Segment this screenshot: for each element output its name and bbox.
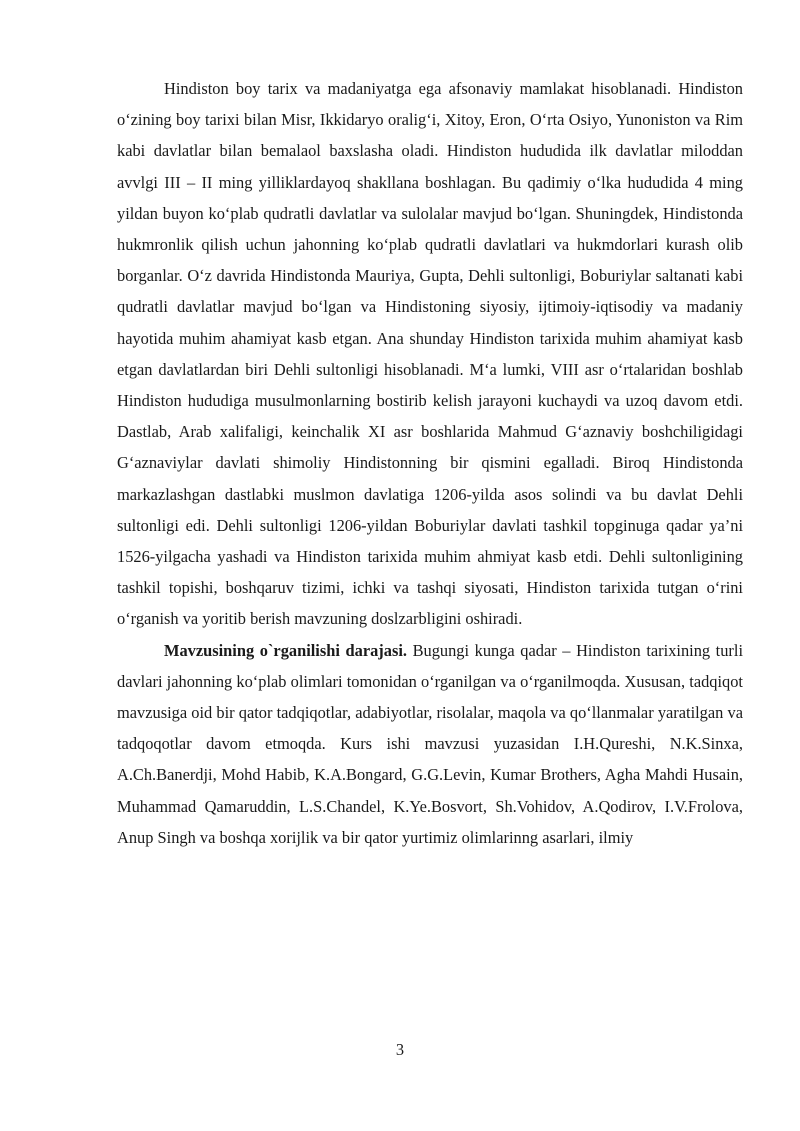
study-level-paragraph	[117, 635, 743, 853]
page-number: 3	[395, 1040, 405, 1059]
study-level-text: Bugungi kunga qadar – Hindiston tarixining turli davlari jahonning ko‘plab olimlari tomonidan o‘rganilgan va o‘rganilmoqda. Xususan, tadqiqot mavzusiga oid bir qator tadqiqotlar, adabiyotlar, risolalar, maqola va qo‘llanmalar yaratilgan va tadqoqotlar davom etmoqda. Kurs ishi mavzusi yuzasidan I.H.Qureshi, N.K.Sinxa, A.Ch.Banerdji, Mohd Habib, K.A.Bongard, G.G.Levin, Kumar Brothers, Agha Mahdi Husain, Muhammad Qamaruddin, L.S.Chandel, K.Ye.Bosvort, Sh.Vohidov, A.Qodirov, I.V.Frolova, Anup Singh va boshqa xorijlik va bir qator yurtimiz olimlarinng asarlari, ilmiy	[117, 640, 743, 847]
intro-paragraph: Hindiston boy tarix va madaniyatga ega afsonaviy mamlakat hisoblanadi. Hindiston o‘zining boy tarixi bilan Misr, Ikkidaryo oralig‘i, Xitoy, Eron, O‘rta Osiyo, Yunoniston va Rim kabi davlatlar bilan bemalaol baxslasha oladi. Hindiston hududida ilk davlatlar miloddan avvlgi III – II ming yilliklardayoq shakllana boshlagan. Bu qadimiy o‘lka hududida 4 ming yildan buyon ko‘plab qudratli davlatlar va sulolalar mavjud bo‘lgan. Shuningdek, Hindistonda hukmronlik qilish uchun jahonning ko‘plab qudratli davlatlari va hukmdorlari kurash olib borganlar. O‘z davrida Hindistonda Mauriya, Gupta, Dehli sultonligi, Boburiylar saltanati kabi qudratli davlatlar mavjud bo‘lgan va Hindistoning siyosiy, ijtimoiy-iqtisodiy va madaniy hayotida muhim ahamiyat kasb etgan. Ana shunday Hindiston tarixida muhim ahamiyat kasb etgan davlatlardan biri Dehli sultonligi hisoblanadi. M‘a lumki, VIII asr o‘rtalaridan boshlab Hindiston hududiga musulmonlarning bostirib kelish jarayoni kuchaydi va uzoq davom etdi. Dastlab, Arab xalifaligi, keinchalik XI asr boshlarida Mahmud G‘aznaviy boshchiligidagi G‘aznaviylar davlati shimoliy Hindistonning bir qismini egalladi. Biroq Hindistonda markazlashgan dastlabki muslmon davlatiga 1206-yilda asos solindi va bu davlat Dehli sultonligi edi. Dehli sultonligi 1206-yildan Boburiylar davlati tashkil topginuga qadar ya’ni 1526-yilgacha yashadi va Hindiston tarixida muhim ahmiyat kasb etdi. Dehli sultonligining tashkil topishi, boshqaruv tizimi, ichki va tashqi siyosati, Hindiston tarixida tutgan o‘rini o‘rganish va yoritib berish mavzuning doslzarbligini oshiradi.	[117, 79, 743, 629]
document-body	[117, 73, 743, 853]
section-heading-inline: Mavzusining o`rganilishi darajasi.	[164, 640, 407, 660]
